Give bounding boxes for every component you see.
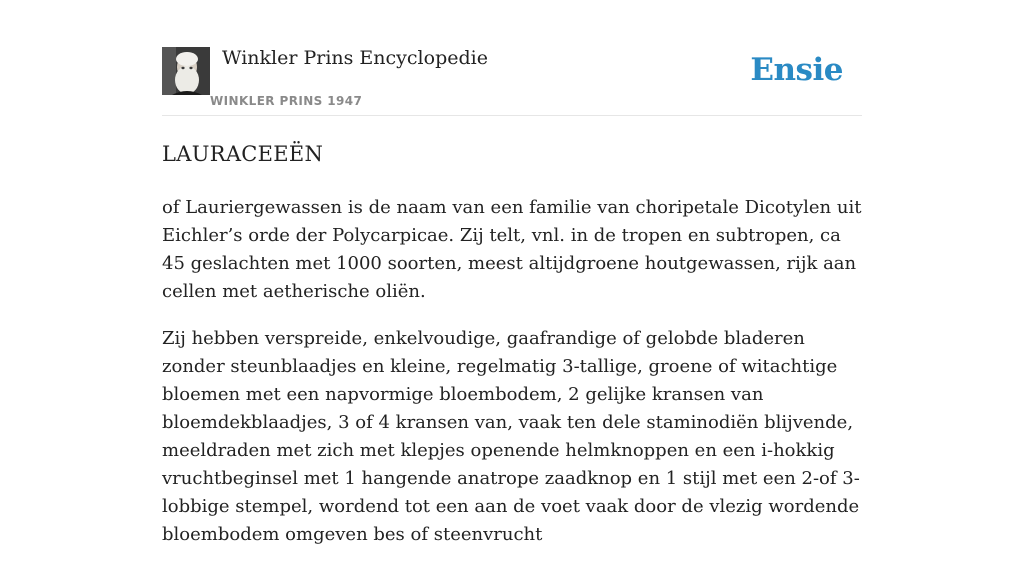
source-title[interactable]: Winkler Prins Encyclopedie xyxy=(222,47,488,69)
source-subtitle[interactable]: WINKLER PRINS 1947 xyxy=(210,94,363,108)
article-paragraph: Zij hebben verspreide, enkelvoudige, gaafrandige of gelobde bladeren zonder steunblaadjes en kleine, regelmatig 3-tallige, groene of witachtige bloemen met een napvormige bloembodem, 2 gelijke kransen van bloemdekblaadjes, 3 of 4 kransen van, vaak ten dele staminodiën blijvende, meeldraden met zich met klepjes openende helmknoppen en een i-hokkig vruchtbeginsel met 1 hangende anatrope zaadknop en 1 stijl met een 2-of 3-lobbige stempel, wordend tot een aan de voet vaak door de vlezig wordende bloembodem omgeven bes of steenvrucht xyxy=(162,328,860,545)
source-header xyxy=(162,0,862,116)
portrait-icon xyxy=(162,47,210,95)
article-title: LAURACEEËN xyxy=(162,142,324,166)
ensie-logo-link[interactable]: Ensie xyxy=(750,52,843,88)
author-avatar[interactable] xyxy=(162,47,210,95)
article xyxy=(162,136,862,568)
article-paragraph: of Lauriergewassen is de naam van een familie van choripetale Dicotylen uit Eichler’s orde der Polycarpicae. Zij telt, vnl. in de tropen en subtropen, ca 45 geslachten met 1000 soorten, meest altijdgroene houtgewassen, rijk aan cellen met aetherische oliën. xyxy=(162,197,862,302)
